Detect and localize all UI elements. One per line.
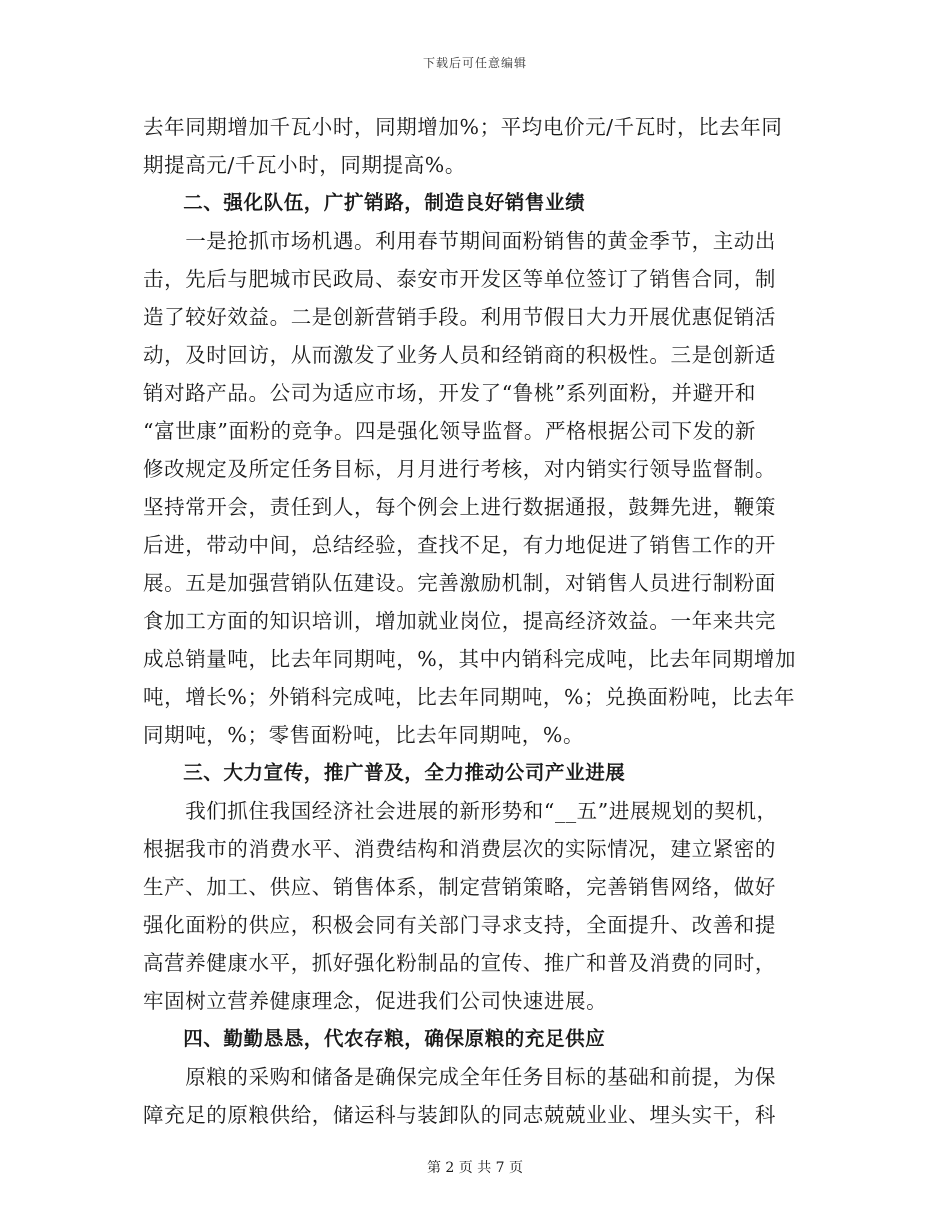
text-line: 造了较好效益。二是创新营销手段。利用节假日大力开展优惠促销活 <box>143 305 776 329</box>
text-line: 展。五是加强营销队伍建设。完善激励机制，对销售人员进行制粉面 <box>143 571 776 595</box>
document-body <box>143 108 803 1134</box>
text-line: “富世康”面粉的竞争。四是强化领导监督。严格根据公司下发的新 <box>143 419 756 443</box>
text-line: 原粮的采购和储备是确保完成全年任务目标的基础和前提，为保 <box>143 1065 776 1089</box>
text-line: 障充足的原粮供给，储运科与装卸队的同志兢兢业业、埋头实干，科 <box>143 1103 776 1127</box>
text-line: 销对路产品。公司为适应市场，开发了“鲁桃”系列面粉，并避开和 <box>143 381 756 405</box>
text-line: 根据我市的消费水平、消费结构和消费层次的实际情况，建立紧密的 <box>143 837 776 861</box>
text-line: 坚持常开会，责任到人，每个例会上进行数据通报，鼓舞先进，鞭策 <box>143 495 776 519</box>
text-line: 吨，增长%；外销科完成吨，比去年同期吨，%；兑换面粉吨，比去年 <box>143 685 796 709</box>
text-line: 强化面粉的供应，积极会同有关部门寻求支持，全面提升、改善和提 <box>143 913 776 937</box>
text-line: 后进，带动中间，总结经验，查找不足，有力地促进了销售工作的开 <box>143 533 776 557</box>
text-line: 去年同期增加千瓦小时，同期增加%；平均电价元/千瓦时，比去年同 <box>143 115 783 139</box>
text-line: 击，先后与肥城市民政局、泰安市开发区等单位签订了销售合同，制 <box>143 267 776 291</box>
text-line: 高营养健康水平，抓好强化粉制品的宣传、推广和普及消费的同时， <box>143 951 776 975</box>
text-line: 一是抢抓市场机遇。利用春节期间面粉销售的黄金季节，主动出 <box>143 229 776 253</box>
text-line: 生产、加工、供应、销售体系，制定营销策略，完善销售网络，做好 <box>143 875 776 899</box>
text-line: 修改规定及所定任务目标，月月进行考核，对内销实行领导监督制。 <box>143 457 776 481</box>
text-line: 同期吨，%；零售面粉吨，比去年同期吨，%。 <box>143 723 585 747</box>
section-heading: 三、大力宣传，推广普及，全力推动公司产业进展 <box>143 761 626 784</box>
text-line: 我们抓住我国经济社会进展的新形势和“__五”进展规划的契机， <box>143 799 778 823</box>
text-line: 期提高元/千瓦小时，同期提高%。 <box>143 153 466 177</box>
page-footer: 第 2 页 共 7 页 <box>426 1160 524 1176</box>
text-line: 成总销量吨，比去年同期吨，%，其中内销科完成吨，比去年同期增加 <box>143 647 797 671</box>
text-line: 牢固树立营养健康理念，促进我们公司快速进展。 <box>143 989 608 1013</box>
text-line: 动，及时回访，从而激发了业务人员和经销商的积极性。三是创新适 <box>143 343 776 367</box>
section-heading: 二、强化队伍，广扩销路，制造良好销售业绩 <box>143 191 586 214</box>
text-line: 食加工方面的知识培训，增加就业岗位，提高经济效益。一年来共完 <box>143 609 776 633</box>
section-heading: 四、勤勤恳恳，代农存粮，确保原粮的充足供应 <box>143 1027 606 1050</box>
page-header: 下载后可任意编辑 <box>422 56 527 70</box>
